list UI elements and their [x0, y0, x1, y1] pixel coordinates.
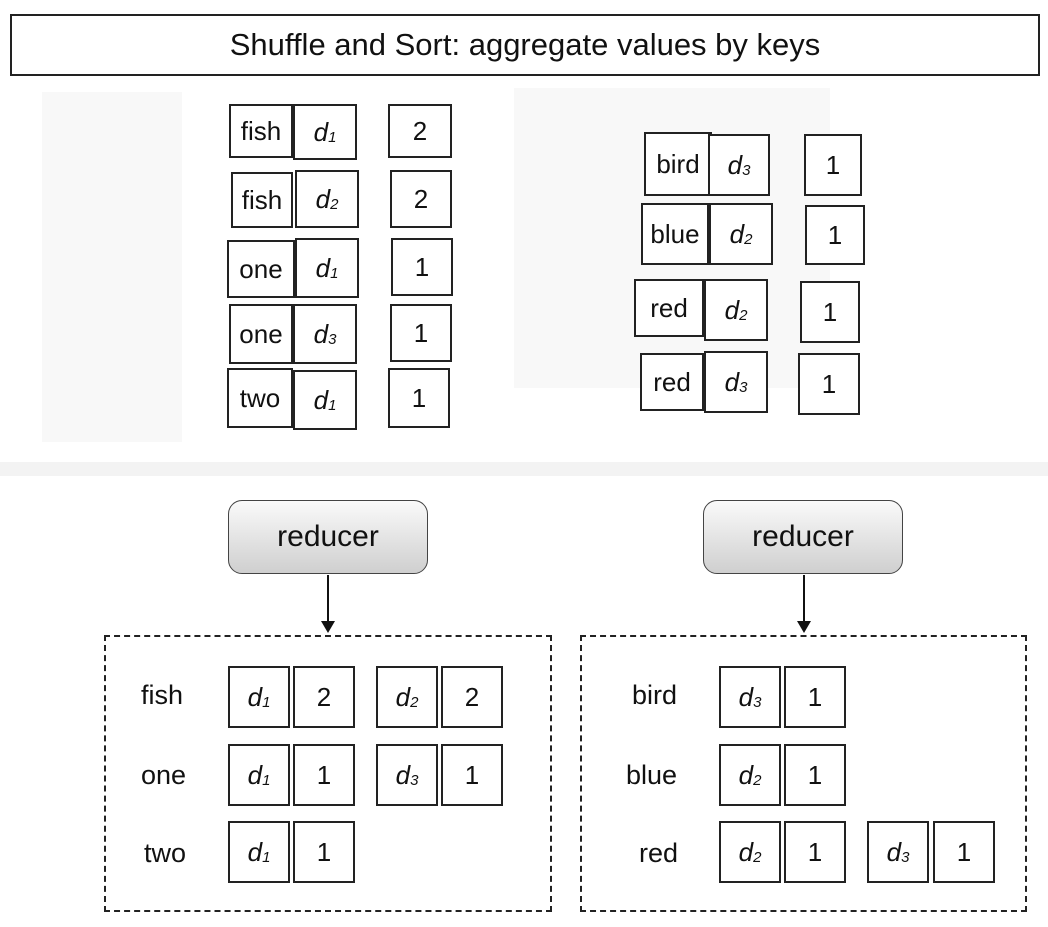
output-key-label: bird: [632, 680, 678, 710]
reducer-left: [228, 500, 428, 574]
arrow-left-shaft: [327, 575, 329, 623]
scan-background-left: [42, 92, 182, 442]
count-box: 1: [391, 238, 453, 296]
key-box: fish: [231, 172, 293, 228]
doc-id-box: d $_3$: [704, 351, 768, 413]
section-divider: [0, 462, 1048, 476]
count-box: 1: [784, 666, 846, 728]
doc-id-box: d $_2$: [719, 744, 781, 806]
output-key-label: blue: [626, 760, 678, 790]
doc-id-box: d $_3$: [293, 304, 357, 364]
count-box: 1: [933, 821, 995, 883]
count-box: 1: [388, 368, 450, 428]
key-box: red: [634, 279, 704, 337]
count-box: 2: [293, 666, 355, 728]
output-key-label: red: [639, 838, 679, 868]
key-box: bird: [644, 132, 712, 196]
doc-id-box: d $_2$: [376, 666, 438, 728]
count-box: 1: [800, 281, 860, 343]
doc-id-box: d $_3$: [376, 744, 438, 806]
doc-id-box: d $_2$: [704, 279, 768, 341]
reducer-label: reducer: [752, 520, 854, 553]
doc-id-box: d $_1$: [228, 666, 290, 728]
count-box: 1: [805, 205, 865, 265]
doc-id-box: d $_3$: [708, 134, 770, 196]
count-box: 1: [798, 353, 860, 415]
count-box: 1: [784, 821, 846, 883]
key-box: red: [640, 353, 704, 411]
count-box: 2: [390, 170, 452, 228]
count-box: 1: [441, 744, 503, 806]
count-box: 1: [293, 821, 355, 883]
count-box: 1: [390, 304, 452, 362]
doc-id-box: d $_3$: [867, 821, 929, 883]
count-box: 1: [784, 744, 846, 806]
doc-id-box: d $_1$: [295, 238, 359, 298]
reducer-label: reducer: [277, 520, 379, 553]
doc-id-box: d $_2$: [295, 170, 359, 228]
diagram-title: [10, 14, 1040, 76]
doc-id-box: d $_2$: [709, 203, 773, 265]
key-box: one: [229, 304, 293, 364]
arrow-right-head: [797, 621, 811, 633]
output-key-label: fish: [141, 680, 184, 710]
output-key-label: two: [144, 838, 187, 868]
doc-id-box: d $_2$: [719, 821, 781, 883]
doc-id-box: d $_1$: [293, 104, 357, 160]
count-box: 2: [388, 104, 452, 158]
arrow-left-head: [321, 621, 335, 633]
doc-id-box: d $_1$: [228, 744, 290, 806]
doc-id-box: d $_3$: [719, 666, 781, 728]
doc-id-box: d $_1$: [293, 370, 357, 430]
key-box: fish: [229, 104, 293, 158]
key-box: one: [227, 240, 295, 298]
key-box: blue: [641, 203, 709, 265]
key-box: two: [227, 368, 293, 428]
count-box: 2: [441, 666, 503, 728]
arrow-right-shaft: [803, 575, 805, 623]
reducer-right: [703, 500, 903, 574]
count-box: 1: [804, 134, 862, 196]
output-key-label: one: [141, 760, 187, 790]
count-box: 1: [293, 744, 355, 806]
diagram-title-text: Shuffle and Sort: aggregate values by keys: [229, 27, 821, 62]
doc-id-box: d $_1$: [228, 821, 290, 883]
